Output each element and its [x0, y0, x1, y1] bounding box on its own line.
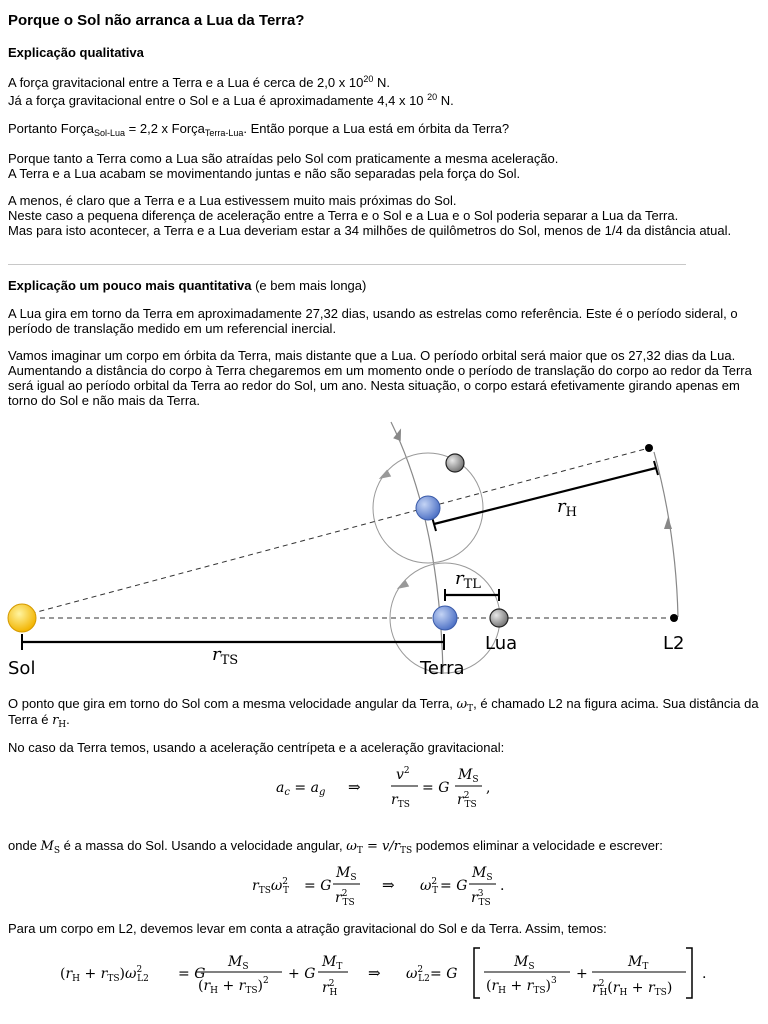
svg-text:= G: = G — [440, 878, 468, 894]
svg-text:,: , — [486, 780, 491, 796]
svg-text:= G: = G — [422, 780, 450, 796]
text: , é chamado L2 na figura acima. Sua distância da Terra é — [8, 696, 759, 727]
paragraph-angular-velocity — [8, 838, 760, 854]
paragraph-centripetal: No caso da Terra temos, usando a aceleração centrípeta e a aceleração gravitacional: — [8, 740, 505, 755]
svg-text:⇒: ⇒ — [348, 778, 361, 796]
svg-text:rTS: $r_{TS}$ — [391, 792, 410, 810]
earth-future-icon — [416, 496, 440, 520]
paragraph-l2-body: Para um corpo em L2, devemos levar em conta a atração gravitacional do Sol e da Terra. Assim, temos: — [8, 921, 607, 936]
text: . Então porque a Lua está em órbita da Terra? — [243, 121, 510, 136]
label-r-ts: $r_{TS}$ — [212, 644, 239, 668]
svg-text:(rH + rTS)ω2L2: $(r_H + r_{TS})\omega^2$ L2 — [60, 965, 149, 984]
svg-text:MT: $M_T$ — [628, 954, 649, 972]
earth-icon — [433, 606, 457, 630]
svg-text:MS: $M_S$ — [472, 865, 493, 883]
svg-text:r2H: $r^2$ H — [322, 979, 338, 998]
subscript: Terra-Lua — [204, 128, 244, 138]
sun-icon — [8, 604, 36, 632]
svg-text:MS: $M_S$ — [458, 767, 479, 785]
text: é a massa do Sol. Usando a velocidade angular, — [60, 838, 347, 853]
moon-future-icon — [446, 454, 464, 472]
text-line: A menos, é claro que a Terra e a Lua estivessem muito mais próximas do Sol. — [8, 193, 457, 208]
paragraph-forces — [8, 75, 760, 108]
text-line: Mas para isto acontecer, a Terra e a Lua deveriam estar a 34 milhões de quilômetros do Sol, menos de 1/4 da distância atual. — [8, 223, 732, 238]
svg-text:= G: = G — [304, 878, 332, 894]
omega-t-symbol: $\omega_T$ — [456, 697, 474, 714]
svg-text:MS: $M_S$ — [336, 865, 357, 883]
exponent: 20 — [363, 74, 374, 84]
paragraph-sidereal: A Lua gira em torno da Terra em aproximadamente 27,32 dias, usando as estrelas como referência. Este é o período sideral, o período de translação medido em um referencial inercial. — [8, 306, 738, 336]
section-heading-qualitative: Explicação qualitativa — [8, 45, 144, 60]
moon-icon — [490, 609, 508, 627]
text: podemos eliminar a velocidade e escrever: — [412, 838, 663, 853]
r-h-bracket — [434, 468, 656, 524]
exponent: 20 — [427, 92, 438, 102]
label-lua: Lua — [485, 633, 518, 654]
r-h-symbol: $r_H$ — [52, 713, 67, 730]
svg-text:+ G: + G — [288, 966, 316, 982]
paragraph-closer — [8, 193, 760, 238]
equation-l2 — [50, 942, 730, 1004]
svg-text:ac = ag: $a_c = a_g$ — [276, 780, 326, 798]
svg-text:rTSω2T: $r_{TS}\omega^2$ T — [252, 877, 290, 896]
svg-text:MT: $M_T$ — [322, 954, 343, 972]
omega-relation: $\omega_T = v/r_{TS}$ — [346, 839, 413, 856]
section-heading-quantitative — [8, 278, 760, 293]
label-r-h: $r_H$ — [557, 496, 577, 520]
orbit-arc-earth — [391, 422, 443, 674]
svg-text:r2TS: $r^2$ TS — [457, 791, 477, 810]
svg-text:⇒: ⇒ — [382, 876, 395, 894]
heading-rest: (e bem mais longa) — [251, 278, 367, 293]
text-line: Neste caso a pequena diferença de aceleração entre a Terra e o Sol e a Lua e o Sol poderia separar a Lua da Terra. — [8, 208, 679, 223]
text-line: Porque tanto a Terra como a Lua são atraídas pelo Sol com praticamente a mesma aceleração. — [8, 151, 559, 166]
text: A força gravitacional entre a Terra e a Lua é cerca de 2,0 x 10 — [8, 75, 364, 90]
equation-angular — [240, 858, 540, 914]
text: onde — [8, 838, 41, 853]
paragraph-ratio — [8, 121, 760, 136]
text: Portanto Força — [8, 121, 94, 136]
l2-diagram — [0, 412, 768, 684]
l2-future-point-icon — [645, 444, 653, 452]
divider — [8, 264, 686, 265]
paragraph-acceleration — [8, 151, 760, 181]
subscript: Sol-Lua — [94, 128, 126, 138]
paragraph-l2-definition — [8, 696, 760, 728]
text: Já a força gravitacional entre o Sol e a Lua é aproximadamente 4,4 x 10 — [8, 93, 428, 108]
text-line: A Terra e a Lua acabam se movimentando juntas e não são separadas pela força do Sol. — [8, 166, 521, 181]
svg-text:(rH + rTS)3: $(r_H + r_{TS})^3$ — [486, 976, 557, 996]
m-s-symbol: $M_S$ — [40, 839, 61, 856]
sun-l2-dashed-line-future — [22, 448, 649, 616]
text: = 2,2 x Força — [125, 121, 205, 136]
svg-text:ω2T: $\omega^2$ T — [420, 877, 439, 896]
paragraph-orbit: Vamos imaginar um corpo em órbita da Terra, mais distante que a Lua. O período orbital será maior que os 27,32 dias da Lua. Aumentando a distância do corpo à Terra chegaremos em um momento onde o período de translação do corpo ao redor da Terra será igual ao período orbital da Terra ao redor do Sol, um ano. Nesta situação, o corpo estará efetivamente girando apenas em torno do Sol e não mais da Terra. — [8, 348, 752, 408]
equation-centripetal — [260, 760, 520, 816]
label-terra: Terra — [420, 658, 465, 679]
svg-text:r2H(rH + rTS): $r^2$ $H(r_H + r_{TS})$ — [592, 979, 673, 998]
svg-text:r3TS: $r^3$ TS — [471, 889, 491, 908]
svg-text:ω2L2: $\omega^2$ L2 — [406, 965, 430, 984]
heading-bold: Explicação um pouco mais quantitativa — [8, 278, 252, 293]
label-l2: L2 — [663, 633, 685, 654]
svg-text:= G: = G — [430, 966, 458, 982]
svg-text:+: + — [576, 966, 588, 982]
text: N. — [373, 75, 390, 90]
text: N. — [437, 93, 454, 108]
svg-text:MS: $M_S$ — [228, 954, 249, 972]
label-sol: Sol — [8, 658, 36, 679]
svg-text:⇒: ⇒ — [368, 964, 381, 982]
svg-text:= G: = G — [178, 966, 206, 982]
orbit-arc-l2 — [654, 452, 678, 617]
svg-text:MS: $M_S$ — [514, 954, 535, 972]
orbit-arrow-icon — [377, 470, 391, 483]
page-title: Porque o Sol não arranca a Lua da Terra? — [8, 12, 305, 29]
svg-text:v2: $v^2$ — [396, 766, 410, 783]
l2-point-icon — [670, 614, 678, 622]
label-r-tl: $r_{TL}$ — [455, 568, 481, 592]
svg-text:.: . — [702, 966, 707, 982]
text: . — [66, 712, 70, 727]
svg-text:.: . — [500, 878, 505, 894]
svg-text:r2TS: $r^2$ TS — [335, 889, 355, 908]
text: O ponto que gira em torno do Sol com a mesma velocidade angular da Terra, — [8, 696, 457, 711]
svg-text:(rH + rTS)2: $(r_H + r_{TS})^2$ — [198, 976, 269, 996]
orbit-arrow-icon — [664, 517, 672, 529]
